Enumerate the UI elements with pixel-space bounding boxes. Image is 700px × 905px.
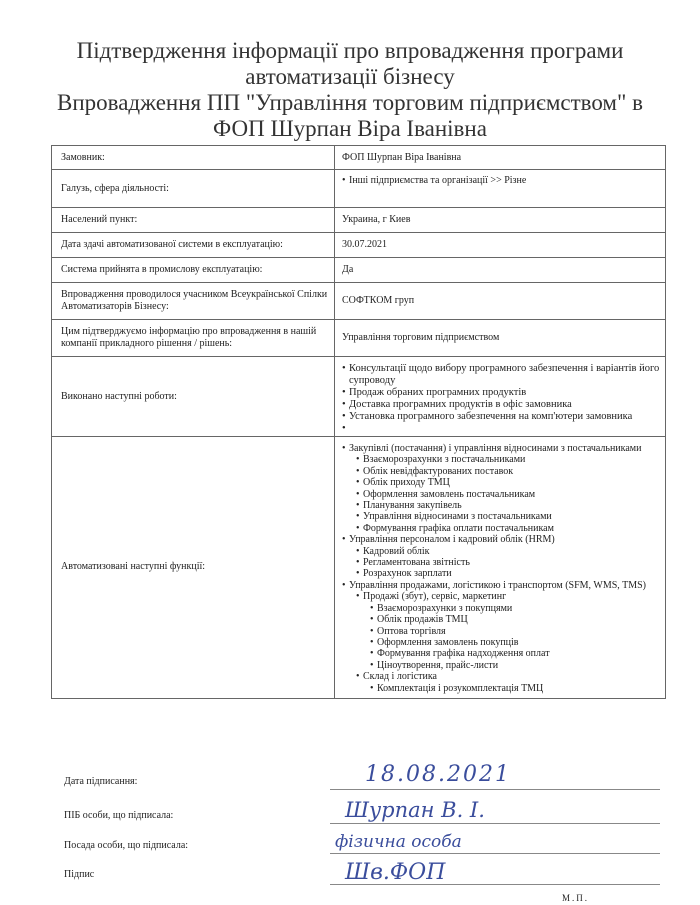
functions-label: Автоматизовані наступні функції: [52, 437, 335, 699]
function-item: • Розрахунок зарплати [356, 568, 660, 579]
function-item: • Взаєморозрахунки з постачальниками [356, 454, 660, 465]
date-label: Дата здачі автоматизованої системи в експлуатацію: [52, 233, 335, 258]
industry-value-cell [335, 170, 666, 208]
customer-value: ФОП Шурпан Віра Іванівна [335, 146, 666, 170]
works-label: Виконано наступні роботи: [52, 357, 335, 437]
signing-date-line [330, 789, 660, 790]
row-customer [52, 146, 666, 170]
row-city [52, 208, 666, 233]
function-item: • Комплектація і розукомплектація ТМЦ [370, 683, 660, 694]
function-item: • Управління персоналом і кадровий облік (HRM) [342, 534, 660, 545]
handwritten-signature: Шв.ФОП [345, 860, 446, 885]
row-solution [52, 320, 666, 357]
signer-position-line [330, 853, 660, 854]
row-industry [52, 170, 666, 208]
row-accepted [52, 258, 666, 283]
function-item: • Склад і логістика [356, 671, 660, 682]
implementation-info-table [51, 145, 666, 699]
solution-value: Управління торговим підприємством [335, 320, 666, 357]
signer-position-handwritten: фізична особа [335, 832, 462, 852]
row-functions [52, 437, 666, 699]
function-item: • Управління продажами, логістикою і транспортом (SFM, WMS, TMS) [342, 580, 660, 591]
row-date [52, 233, 666, 258]
functions-list [342, 443, 660, 694]
function-item: • Формування графіка оплати постачальникам [356, 523, 660, 534]
function-item: • Оптова торгівля [370, 626, 660, 637]
implementer-value: СОФТКОМ груп [335, 283, 666, 320]
functions-list-cell [335, 437, 666, 699]
signer-name-line [330, 823, 660, 824]
signature-label: Підпис [64, 869, 95, 880]
function-item: • Планування закупівель [356, 500, 660, 511]
function-item: • Закупівлі (постачання) і управління відносинами з постачальниками [342, 443, 660, 454]
title-line-2: автоматизації бізнесу [245, 64, 455, 89]
function-item: • Управління відносинами з постачальниками [356, 511, 660, 522]
signer-name-handwritten: Шурпан В. І. [345, 798, 485, 822]
works-item: • Консультації щодо вибору програмного забезпечення і варіантів його супроводу [342, 363, 660, 387]
function-item: • Облік приходу ТМЦ [356, 477, 660, 488]
row-implementer [52, 283, 666, 320]
works-item: • Доставка програмних продуктів в офіс замовника [342, 399, 660, 411]
function-item: • Оформлення замовлень постачальникам [356, 489, 660, 500]
city-value: Украина, г Киев [335, 208, 666, 233]
function-item: • Облік продажів ТМЦ [370, 614, 660, 625]
function-item: • Облік невідфактурованих поставок [356, 466, 660, 477]
accepted-value: Да [335, 258, 666, 283]
industry-value: • Інші підприємства та організації >> Різне [342, 175, 660, 187]
signing-date-handwritten: 18.08.2021 [365, 762, 511, 787]
works-item: • Установка програмного забезпечення на комп'ютери замовника [342, 411, 660, 423]
function-item: • Взаєморозрахунки з покупцями [370, 603, 660, 614]
city-label: Населений пункт: [52, 208, 335, 233]
function-item: • Формування графіка надходження оплат [370, 648, 660, 659]
signer-name-label: ПІБ особи, що підписала: [64, 810, 174, 821]
function-item: • Регламентована звітність [356, 557, 660, 568]
customer-label: Замовник: [52, 146, 335, 170]
industry-label: Галузь, сфера діяльності: [52, 170, 335, 208]
implementer-label: Впровадження проводилося учасником Всеукраїнської Спілки Автоматизаторів Бізнесу: [52, 283, 335, 320]
function-item: • Оформлення замовлень покупців [370, 637, 660, 648]
accepted-label: Система прийнята в промислову експлуатацію: [52, 258, 335, 283]
row-works [52, 357, 666, 437]
stamp-placeholder: М.П. [562, 893, 590, 903]
title-line-3: Впровадження ПП "Управління торговим підприємством" в [57, 90, 643, 115]
works-list-cell [335, 357, 666, 437]
works-item: • Продаж обраних програмних продуктів [342, 387, 660, 399]
date-value: 30.07.2021 [335, 233, 666, 258]
title-line-4: ФОП Шурпан Віра Іванівна [213, 116, 487, 141]
signing-date-label: Дата підписання: [64, 776, 138, 787]
signer-position-label: Посада особи, що підписала: [64, 840, 189, 851]
function-item: • Кадровий облік [356, 546, 660, 557]
function-item: • Ціноутворення, прайс-листи [370, 660, 660, 671]
title-line-1: Підтвердження інформації про впровадження програми [76, 38, 624, 63]
solution-label: Цим підтверджуємо інформацію про впровадження в нашій компанії прикладного рішення / рішень: [52, 320, 335, 357]
function-item: • Продажі (збут), сервіс, маркетинг [356, 591, 660, 602]
